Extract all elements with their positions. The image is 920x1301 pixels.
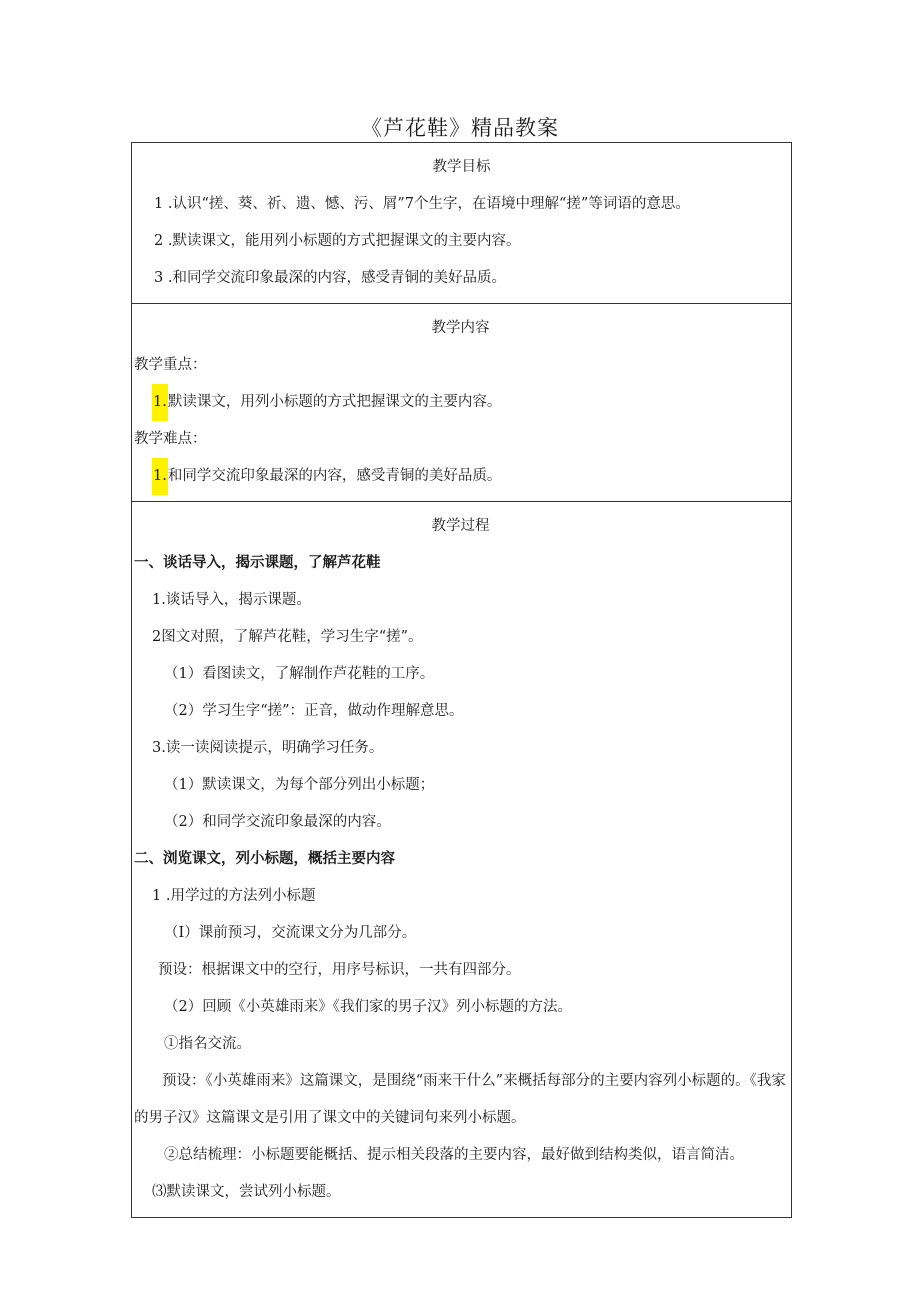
process-line: （1）看图读文，了解制作芦花鞋的工序。 (164, 666, 435, 682)
process-line: ①指名交流。 (164, 1036, 251, 1052)
goal-item: 1 .认识“搓、葵、祈、遗、憾、污、屑”7个生字，在语境中理解“搓”等词语的意思。 (154, 196, 690, 212)
process-heading: 教学过程 (431, 518, 490, 534)
process-line: ②总结梳理：小标题要能概括、提示相关段落的主要内容，最好做到结构类似，语言简洁。 (164, 1147, 744, 1163)
process-line: （1）默读课文，为每个部分列出小标题； (164, 777, 435, 793)
goals-cell (132, 143, 792, 304)
process-row (132, 502, 792, 1218)
process-line: 1.谈话导入，揭示课题。 (152, 592, 311, 608)
content-row (132, 304, 792, 502)
key-point-number: 1. (152, 384, 168, 421)
process-line: （2）和同学交流印象最深的内容。 (164, 814, 391, 830)
goal-item: 3 .和同学交流印象最深的内容，感受青铜的美好品质。 (154, 270, 506, 286)
lesson-plan-table (131, 142, 792, 1218)
difficulty-label: 教学难点： (134, 431, 207, 447)
process-paragraph: 预设：《小英雄雨来》这篇课文，是围绕“雨来干什么”来概括每部分的主要内容列小标题的。《我家的男子汉》这篇课文是引用了课文中的关键词句来列小标题。 (134, 1073, 786, 1126)
content-cell (132, 304, 792, 502)
section-two-title: 二、浏览课文，列小标题，概括主要内容 (134, 851, 395, 867)
difficulty-text: 和同学交流印象最深的内容，感受青铜的美好品质。 (167, 468, 502, 484)
key-point-label: 教学重点： (134, 357, 207, 373)
process-line: 预设：根据课文中的空行，用序号标识，一共有四部分。 (158, 962, 521, 978)
goals-row (132, 143, 792, 304)
process-line: 2图文对照，了解芦花鞋，学习生字“搓”。 (152, 629, 423, 645)
process-cell (132, 502, 792, 1218)
process-line: （I）课前预习，交流课文分为几部分。 (164, 925, 417, 941)
process-line: （2）回顾《小英雄雨来》《我们家的男子汉》列小标题的方法。 (164, 999, 572, 1015)
goal-item: 2 .默读课文，能用列小标题的方式把握课文的主要内容。 (154, 233, 521, 249)
process-line: （2）学习生字“搓”：正音，做动作理解意思。 (164, 703, 464, 719)
content-heading: 教学内容 (431, 320, 490, 336)
difficulty-item (134, 458, 787, 495)
key-point-text: 默读课文，用列小标题的方式把握课文的主要内容。 (167, 394, 502, 410)
section-one-title: 一、谈话导入，揭示课题，了解芦花鞋 (134, 555, 381, 571)
process-line: ⑶默读课文，尝试列小标题。 (152, 1184, 341, 1200)
document-title: 《芦花鞋》精品教案 (361, 116, 559, 140)
process-line: 1 .用学过的方法列小标题 (152, 888, 316, 904)
difficulty-number: 1. (152, 458, 168, 495)
process-line: 3.读一读阅读提示，明确学习任务。 (152, 740, 384, 756)
goals-heading: 教学目标 (432, 159, 491, 175)
key-point-item (134, 384, 787, 421)
